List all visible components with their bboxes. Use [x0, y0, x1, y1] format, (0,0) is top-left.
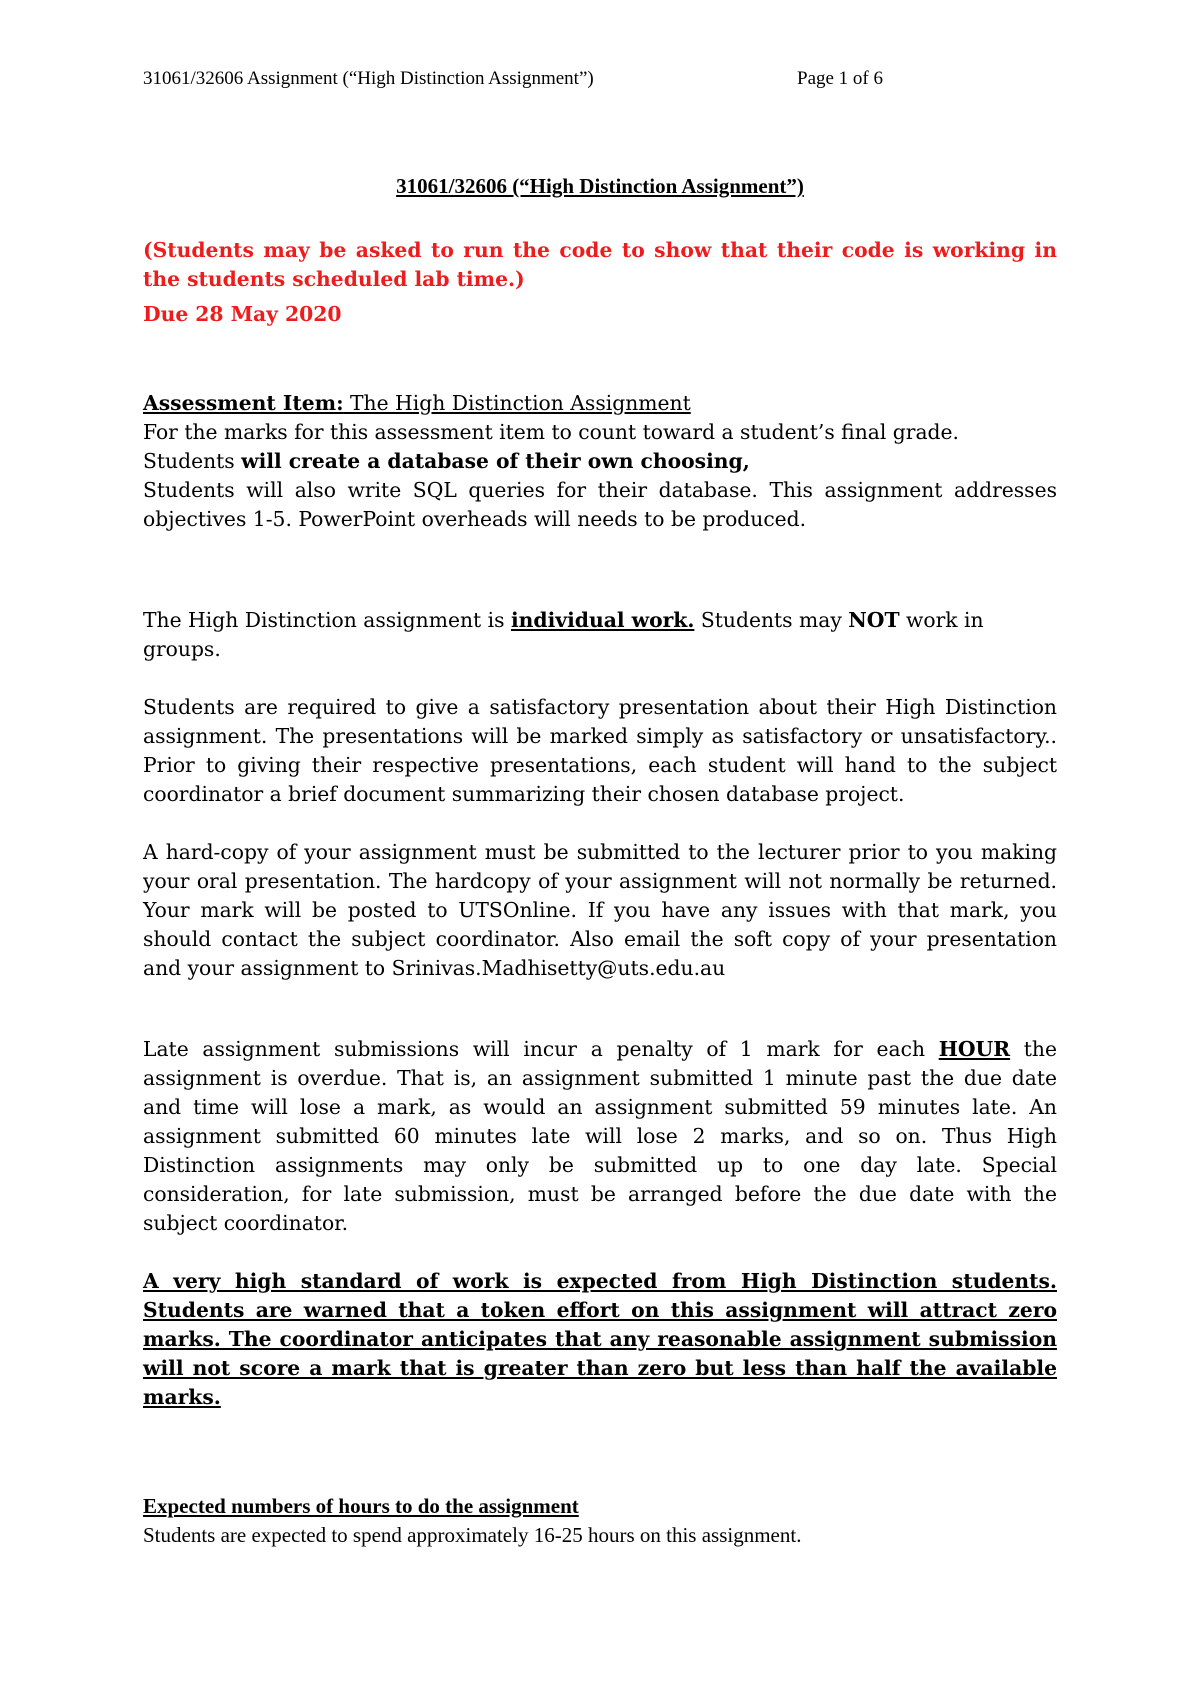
assessment-line-2-bold: will create a database of their own choosing,	[241, 449, 750, 473]
hardcopy-paragraph: A hard-copy of your assignment must be submitted to the lecturer prior to you making your oral presentation. The hardcopy of your assignment will not normally be returned. Your mark will be posted to UTSOnline. If you have any issues with that mark, you should contact the subject coordinator. Also email the soft copy of your presentation and your assignment to Srinivas.Madhisetty@uts.edu.au	[143, 840, 1057, 980]
page-number: Page 1 of 6	[797, 68, 884, 89]
hour-emphasis: HOUR	[938, 1037, 1011, 1061]
assessment-line-3: Students will also write SQL queries for their database. This assignment addresses objectives 1-5. PowerPoint overheads will needs to be produced.	[143, 478, 1057, 531]
assessment-line-2	[143, 447, 1057, 476]
assessment-item-label: Assessment Item:	[143, 391, 344, 415]
late-post: the assignment is overdue. That is, an assignment submitted 1 minute past the due date and time will lose a mark, as would an assignment submitted 59 minutes late. An assignment submitted 60 minutes late will lose 2 marks, and so on. Thus High Distinction assignments may only be submitted up to one day late. Special consideration, for late submission, must be arranged before the due date with the subject coordinator.	[143, 1037, 1057, 1235]
assessment-item-heading	[143, 389, 1057, 418]
late-submission-paragraph	[143, 1035, 1057, 1238]
header-left: 31061/32606 Assignment (“High Distinction Assignment”)	[143, 68, 594, 89]
individual-post: work in groups.	[143, 608, 984, 661]
lab-note: (Students may be asked to run the code to show that their code is working in the students scheduled lab time.)	[143, 238, 1057, 291]
hours-heading: Expected numbers of hours to do the assignment	[143, 1494, 579, 1518]
assessment-line-2-text: Students	[143, 449, 242, 473]
presentation-paragraph: Students are required to give a satisfactory presentation about their High Distinction assignment. The presentations will be marked simply as satisfactory or unsatisfactory.. Prior to giving their respective presentations, each student will hand to the subject coordinator a brief document summarizing their chosen database project.	[143, 695, 1057, 806]
hours-text: Students are expected to spend approximately 16-25 hours on this assignment.	[143, 1523, 802, 1547]
individual-work-paragraph	[143, 606, 1057, 664]
document-body	[143, 172, 1057, 1550]
assessment-line-1: For the marks for this assessment item to count toward a student’s final grade.	[143, 420, 959, 444]
assessment-item-name: The High Distinction Assignment	[343, 391, 691, 415]
not-emphasis: NOT	[848, 608, 900, 632]
individual-pre: The High Distinction assignment is	[143, 608, 511, 632]
due-date: Due 28 May 2020	[143, 302, 342, 326]
document-title: 31061/32606 (“High Distinction Assignment”)	[396, 174, 804, 198]
individual-mid: Students may	[694, 608, 849, 632]
individual-work-emphasis: individual work.	[510, 608, 695, 632]
standard-warning: A very high standard of work is expected from High Distinction students. Students are warned that a token effort on this assignment will attract zero marks. The coordinator anticipates that any reasonable assignment submission will not score a mark that is greater than zero but less than half the available marks.	[143, 1269, 1057, 1409]
running-header	[143, 68, 1057, 90]
late-pre: Late assignment submissions will incur a penalty of 1 mark for each	[143, 1037, 939, 1061]
